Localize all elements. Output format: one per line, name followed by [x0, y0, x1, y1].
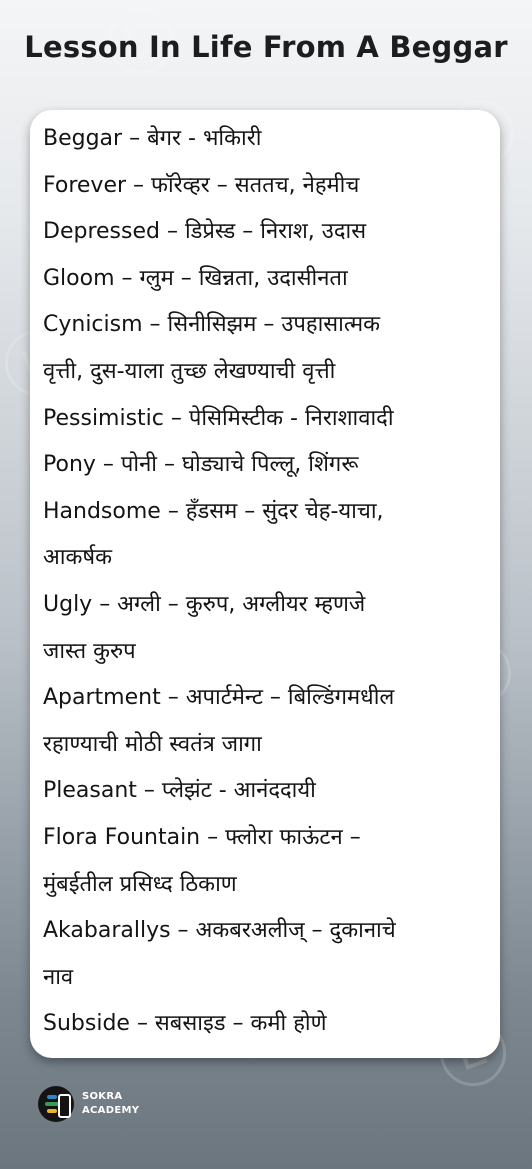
- sokra-academy-logo-icon: [38, 1086, 74, 1122]
- list-item: Flora Fountain – फ्लोरा फाऊंटन – मुंबईतील प्रसिध्द ठिकाण: [43, 824, 361, 897]
- list-item: Akabarallys – अकबरअलीज् – दुकानाचे नाव: [43, 918, 396, 990]
- brand-name-line2: ACADEMY: [82, 1105, 140, 1116]
- list-item: Pony – पोनी – घोड्याचे पिल्लू, शिंगरू: [43, 452, 359, 478]
- list-item: Gloom – ग्लुम – खिन्नता, उदासीनता: [43, 265, 348, 291]
- vocabulary-list: [43, 116, 493, 1048]
- list-item: Handsome – हँडसम – सुंदर चेह-याचा, आकर्षक: [43, 498, 384, 571]
- list-item: Forever – फॉरेव्हर – सततच, नेहमीच: [43, 172, 360, 198]
- brand-logo: [38, 1086, 139, 1122]
- list-item: Ugly – अग्ली – कुरुप, अग्लीयर म्हणजे जास्त कुरुप: [43, 591, 366, 664]
- list-item: Pleasant – प्लेझंट - आनंददायी: [43, 778, 316, 804]
- list-item: Depressed – डिप्रेस्ड – निराश, उदास: [43, 219, 367, 245]
- brand-name-line1: SOKRA: [82, 1091, 123, 1102]
- list-item: Subside – सबसाइड – कमी होणे: [43, 1011, 327, 1037]
- list-item: Cynicism – सिनीसिझम – उपहासात्मक वृत्ती, दुस-याला तुच्छ लेखण्याची वृत्ती: [43, 312, 381, 384]
- list-item: Apartment – अपार्टमेन्ट – बिल्डिंगमधील रहाण्याची मोठी स्वतंत्र जागा: [43, 685, 395, 757]
- list-item: Pessimistic – पेसिमिस्टीक - निराशावादी: [43, 405, 394, 431]
- list-item: Beggar – बेगर - भकिारी: [43, 126, 262, 151]
- brand-name: [82, 1090, 139, 1118]
- page-title: Lesson In Life From A Beggar: [24, 30, 508, 64]
